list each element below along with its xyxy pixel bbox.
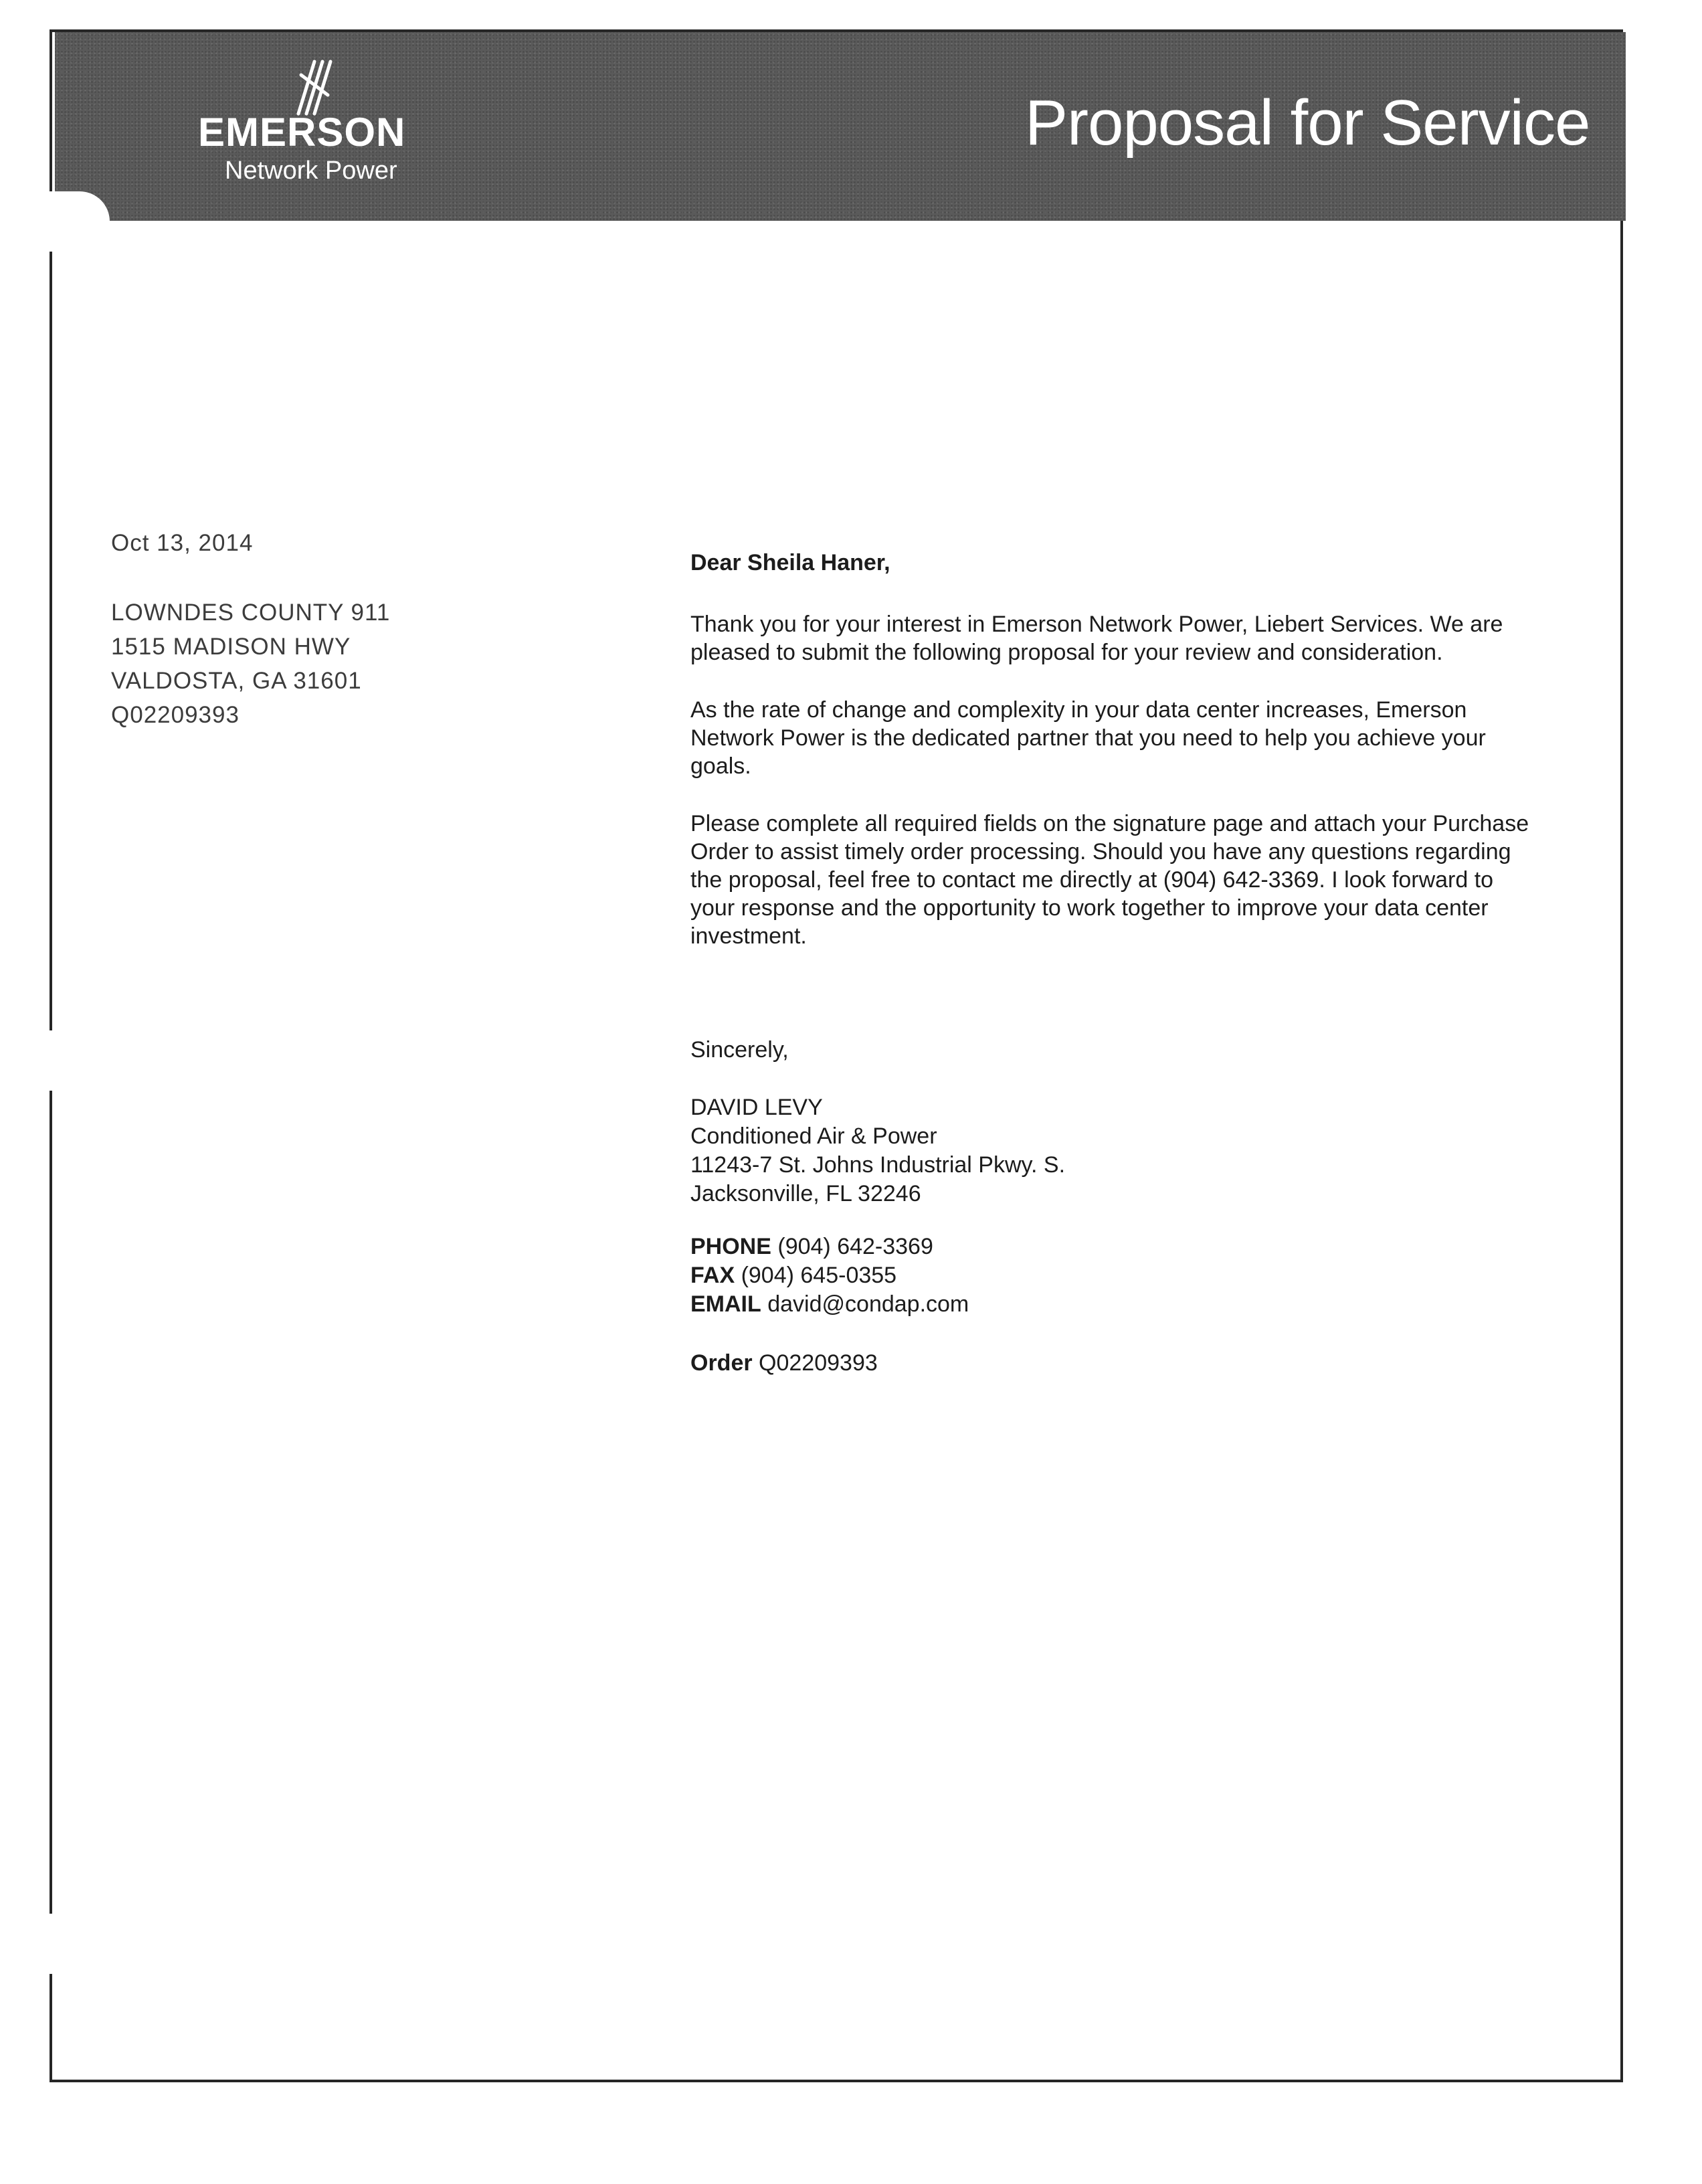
signature-block	[690, 1093, 1614, 1208]
punch-hole	[43, 1914, 110, 1974]
signature-line: 11243-7 St. Johns Industrial Pkwy. S.	[690, 1152, 1066, 1178]
recipient-line: Q02209393	[111, 702, 240, 728]
paragraph-line: pleased to submit the following proposal for your review and consideration.	[690, 640, 1443, 665]
paragraph-3	[690, 810, 1614, 950]
contact-block	[690, 1233, 1614, 1319]
paragraph-line: Order to assist timely order processing. Should you have any questions regarding	[690, 839, 1511, 864]
fax-label: FAX	[690, 1263, 735, 1288]
paragraph-line: As the rate of change and complexity in your data center increases, Emerson	[690, 697, 1467, 723]
brand-name: EMERSON	[198, 110, 406, 155]
punch-hole	[43, 1030, 110, 1091]
recipient-line: LOWNDES COUNTY 911	[111, 600, 391, 626]
recipient-address	[111, 596, 390, 732]
order-label: Order	[690, 1350, 753, 1376]
signature-line: DAVID LEVY	[690, 1095, 823, 1120]
paragraph-line: your response and the opportunity to work together to improve your data center	[690, 895, 1489, 921]
email-address: david@condap.com	[767, 1291, 969, 1317]
paragraph-line: the proposal, feel free to contact me directly at (904) 642-3369. I look forward to	[690, 867, 1494, 893]
phone-label: PHONE	[690, 1234, 771, 1259]
signature-line: Jacksonville, FL 32246	[690, 1181, 921, 1206]
paragraph-line: investment.	[690, 923, 807, 949]
letter-date: Oct 13, 2014	[111, 530, 254, 556]
paragraph-line: goals.	[690, 753, 751, 779]
recipient-line: VALDOSTA, GA 31601	[111, 668, 362, 694]
paragraph-line: Please complete all required fields on the signature page and attach your Purchase	[690, 811, 1529, 836]
paragraph-2	[690, 696, 1614, 780]
email-label: EMAIL	[690, 1291, 761, 1317]
order-number: Q02209393	[759, 1350, 878, 1376]
document-title: Proposal for Service	[1025, 87, 1590, 159]
signature-line: Conditioned Air & Power	[690, 1123, 937, 1149]
email-row	[690, 1290, 1614, 1319]
closing: Sincerely,	[690, 1037, 789, 1063]
paragraph-line: Thank you for your interest in Emerson Network Power, Liebert Services. We are	[690, 612, 1503, 637]
recipient-line: 1515 MADISON HWY	[111, 634, 351, 660]
salutation: Dear Sheila Haner,	[690, 550, 890, 575]
paragraph-line: Network Power is the dedicated partner that you need to help you achieve your	[690, 725, 1486, 751]
paragraph-1	[690, 610, 1614, 666]
order-row	[690, 1349, 1614, 1377]
phone-row	[690, 1233, 1614, 1261]
punch-hole	[43, 191, 110, 252]
brand-subtitle: Network Power	[225, 157, 397, 185]
phone-number: (904) 642-3369	[777, 1234, 933, 1259]
emerson-logo-icon	[294, 55, 335, 116]
fax-row	[690, 1261, 1614, 1290]
fax-number: (904) 645-0355	[741, 1263, 897, 1288]
